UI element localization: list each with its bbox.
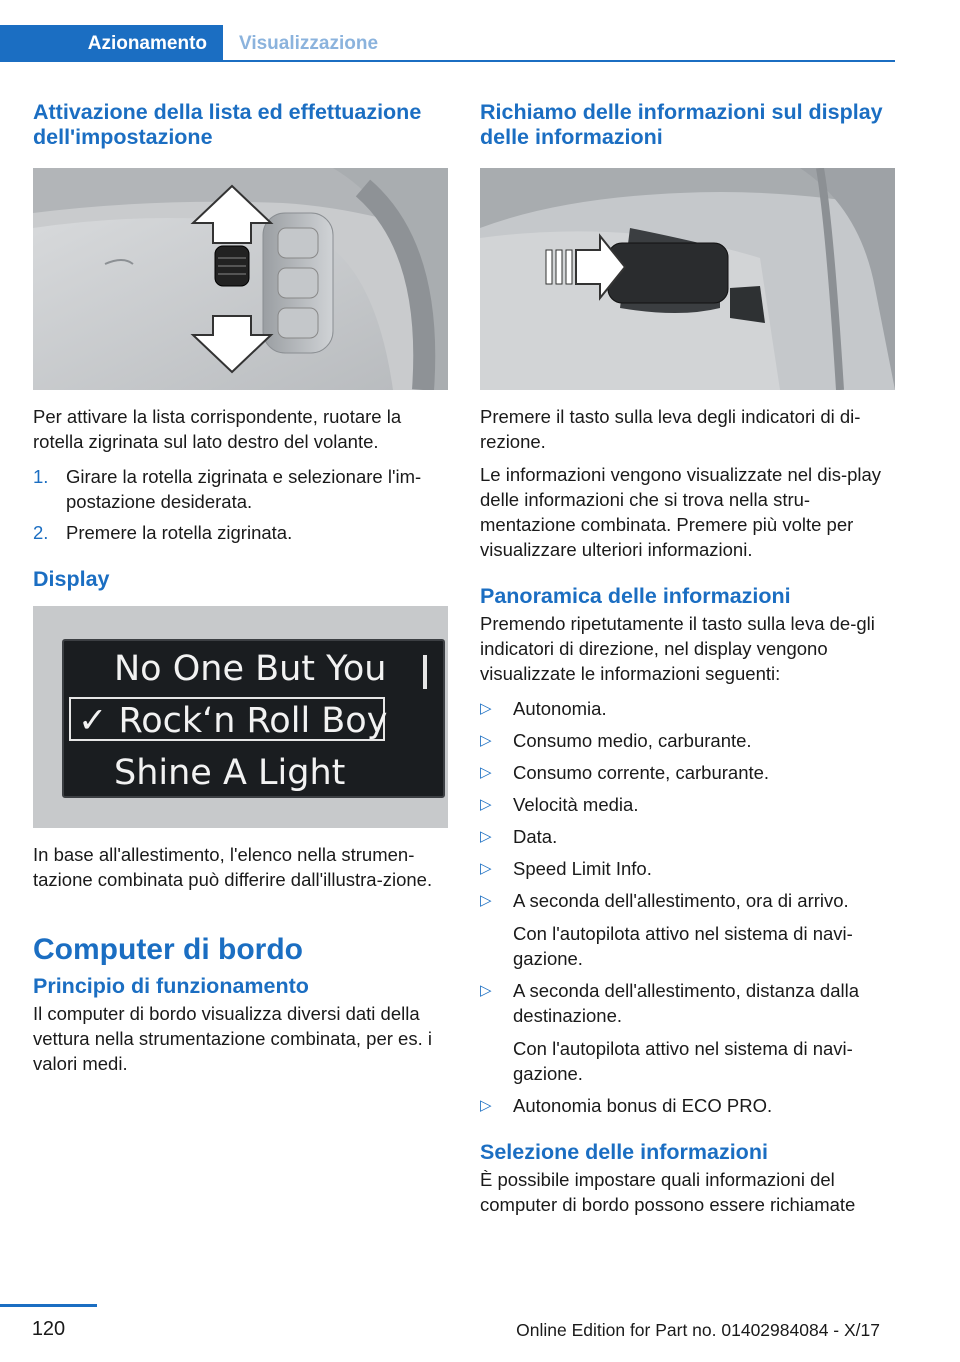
triangle-bullet-icon: ▷ — [480, 732, 492, 749]
display-heading: Display — [33, 567, 110, 591]
steering-wheel-image — [33, 168, 448, 390]
display-illustration — [33, 606, 448, 828]
list-item-note: Con l'autopilota attivo nel sistema di navi‐gazione. — [513, 1038, 853, 1084]
list-item — [480, 792, 895, 817]
list-item-text: A seconda dell'allestimento, ora di arrivo. — [513, 890, 849, 911]
step-text: Premere la rotella zigrinata. — [66, 522, 293, 543]
tab-visualizzazione[interactable]: Visualizzazione — [239, 32, 379, 54]
list-item — [480, 696, 895, 721]
info-selection-heading: Selezione delle informazioni — [480, 1140, 768, 1164]
list-item — [480, 856, 895, 881]
list-item — [480, 1093, 895, 1118]
list-item-text: A seconda dell'allestimento, distanza dalla destinazione. — [513, 980, 859, 1026]
list-item-text: Velocità media. — [513, 794, 639, 815]
list-item-text: Consumo medio, carburante. — [513, 730, 752, 751]
list-item-text: Speed Limit Info. — [513, 858, 652, 879]
list-item — [480, 824, 895, 849]
list-item — [480, 760, 895, 785]
list-item-note: Con l'autopilota attivo nel sistema di navi‐gazione. — [513, 923, 853, 969]
turn-signal-lever-illustration — [480, 168, 895, 390]
list-item-text: Autonomia. — [513, 698, 607, 719]
principle-heading: Principio di funzionamento — [33, 974, 309, 998]
tab-azionamento[interactable]: Azionamento — [0, 25, 223, 62]
list-item — [480, 728, 895, 753]
list-item-text: Autonomia bonus di ECO PRO. — [513, 1095, 773, 1116]
step-number: 1. — [33, 466, 49, 487]
step-number: 2. — [33, 522, 49, 543]
lever-image — [480, 168, 895, 390]
page-number: 120 — [31, 1318, 66, 1340]
list-activation-text: Per attivare la lista corrispondente, ruotare la rotella zigrinata sul lato destro del volante. — [33, 406, 402, 452]
scrollbar-indicator — [423, 655, 427, 689]
steps-list — [33, 464, 448, 545]
triangle-bullet-icon: ▷ — [480, 982, 492, 999]
display-item: No One But You — [114, 649, 387, 689]
triangle-bullet-icon: ▷ — [480, 860, 492, 877]
triangle-bullet-icon: ▷ — [480, 892, 492, 909]
step-item — [33, 464, 448, 514]
right-column — [480, 100, 895, 1217]
triangle-bullet-icon: ▷ — [480, 796, 492, 813]
section-title: Computer di bordo — [33, 933, 303, 966]
display-note: In base all'allestimento, l'elenco nella strumen‐tazione combinata può differire dall'illustra‐zione. — [33, 844, 433, 890]
list-activation-heading: Attivazione della lista ed effettuazione dell'impostazione — [33, 100, 422, 149]
display-item-selected: ✓ Rock‘n Roll Boy — [78, 701, 388, 741]
list-item-text: Consumo corrente, carburante. — [513, 762, 770, 783]
info-list — [480, 696, 895, 1118]
info-display-text: Le informazioni vengono visualizzate nel dis‐play delle informazioni che si trova nella stru‐mentazione combinata. Premere più volte per visualizzare ulteriori informazioni. — [480, 464, 882, 560]
list-item — [480, 888, 895, 971]
triangle-bullet-icon: ▷ — [480, 828, 492, 845]
list-item-text: Data. — [513, 826, 558, 847]
info-overview-text: Premendo ripetutamente il tasto sulla leva de‐gli indicatori di direzione, nel display vengono visualizzate le informazioni seguenti: — [480, 613, 875, 684]
info-overview-heading: Panoramica delle informazioni — [480, 584, 791, 608]
step-item — [33, 520, 448, 545]
header-divider — [223, 60, 895, 62]
recall-info-heading: Richiamo delle informazioni sul display delle informazioni — [480, 100, 883, 149]
principle-text: Il computer di bordo visualizza diversi dati della vettura nella strumentazione combinata, per es. i valori medi. — [33, 1003, 432, 1074]
info-selection-text: È possibile impostare quali informazioni del computer di bordo possono essere richiamate — [480, 1169, 856, 1215]
footer-divider — [0, 1304, 97, 1307]
triangle-bullet-icon: ▷ — [480, 764, 492, 781]
list-item — [480, 978, 895, 1086]
triangle-bullet-icon: ▷ — [480, 700, 492, 717]
left-column — [33, 100, 448, 1076]
display-screen — [62, 639, 445, 798]
steering-wheel-illustration — [33, 168, 448, 390]
header-bar — [0, 0, 895, 62]
press-button-text: Premere il tasto sulla leva degli indicatori di di‐rezione. — [480, 406, 861, 452]
step-text: Girare la rotella zigrinata e selezionare l'im‐postazione desiderata. — [66, 466, 422, 512]
triangle-bullet-icon: ▷ — [480, 1097, 492, 1114]
edition-info: Online Edition for Part no. 01402984084 - X/17 — [516, 1320, 880, 1340]
display-item: Shine A Light — [114, 753, 346, 793]
